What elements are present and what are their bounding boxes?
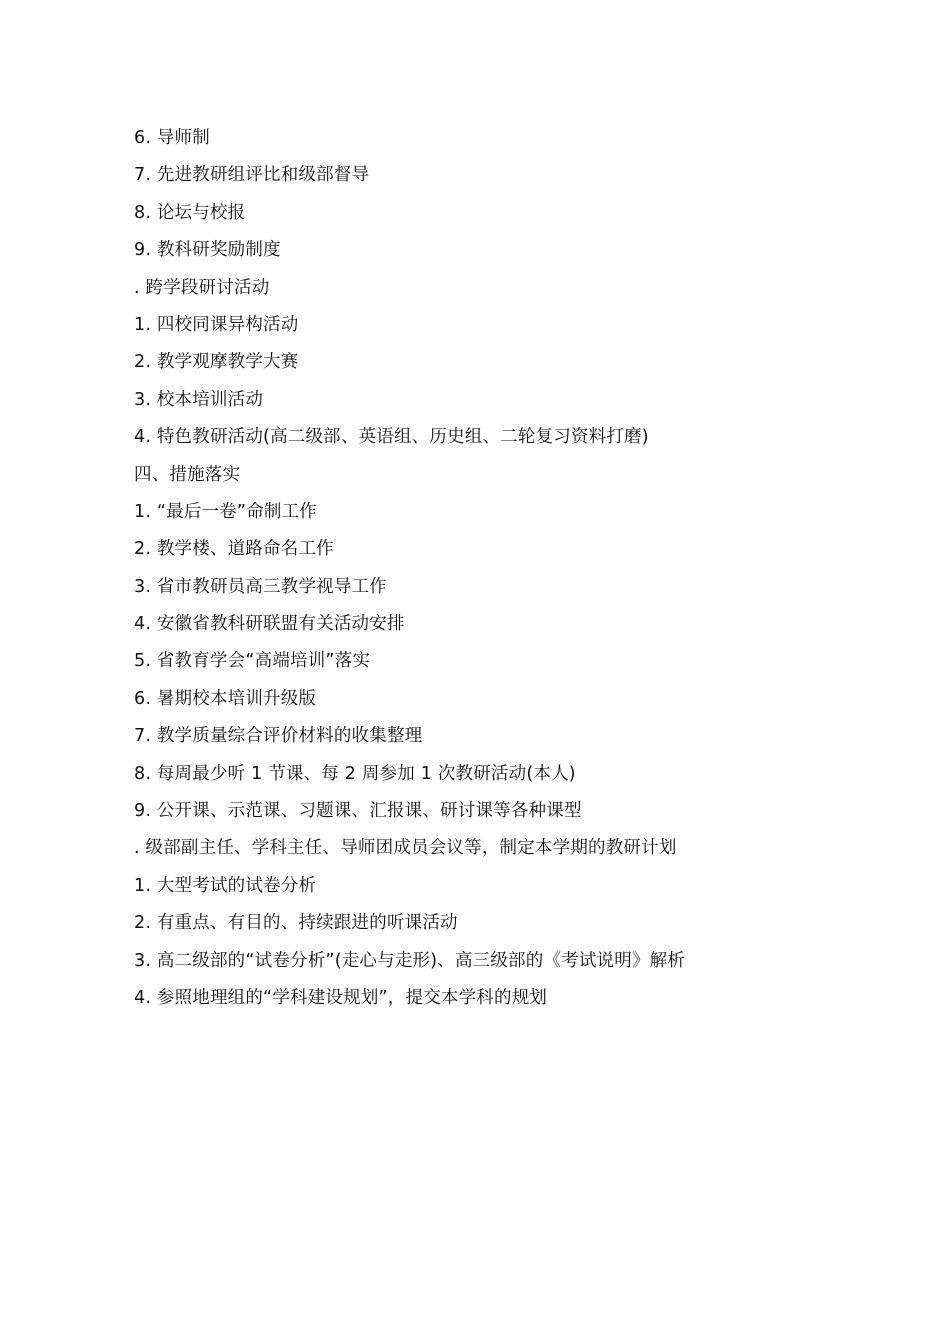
text-line: 8. 论坛与校报 xyxy=(134,202,246,223)
section-heading: . 级部副主任、学科主任、导师团成员会议等，制定本学期的教研计划 xyxy=(134,838,677,859)
text-line: 3. 高二级部的“试卷分析”(走心与走形)、高三级部的《考试说明》解析 xyxy=(134,950,686,971)
document-body xyxy=(134,124,914,1021)
section-heading: . 跨学段研讨活动 xyxy=(134,277,270,298)
text-line: 2. 教学楼、道路命名工作 xyxy=(134,539,334,560)
text-line: 7. 先进教研组评比和级部督导 xyxy=(134,165,370,186)
text-line: 1. “最后一卷”命制工作 xyxy=(134,501,317,522)
text-line: 9. 公开课、示范课、习题课、汇报课、研讨课等各种课型 xyxy=(134,801,582,822)
text-line: 4. 特色教研活动(高二级部、英语组、历史组、二轮复习资料打磨) xyxy=(134,427,649,448)
text-line: 6. 暑期校本培训升级版 xyxy=(134,688,317,709)
text-line: 8. 每周最少听 1 节课、每 2 周参加 1 次教研活动(本人) xyxy=(134,763,576,784)
text-line: 1. 大型考试的试卷分析 xyxy=(134,875,317,896)
text-line: 2. 教学观摩教学大赛 xyxy=(134,352,299,373)
text-line: 3. 省市教研员高三教学视导工作 xyxy=(134,576,387,597)
section-heading: 四、措施落实 xyxy=(134,464,241,485)
text-line: 3. 校本培训活动 xyxy=(134,389,264,410)
text-line: 6. 导师制 xyxy=(134,128,210,148)
text-line: 1. 四校同课异构活动 xyxy=(134,314,299,335)
text-line: 4. 安徽省教科研联盟有关活动安排 xyxy=(134,614,405,635)
text-line: 9. 教科研奖励制度 xyxy=(134,240,281,261)
text-line: 2. 有重点、有目的、持续跟进的听课活动 xyxy=(134,913,458,934)
text-line: 7. 教学质量综合评价材料的收集整理 xyxy=(134,726,423,747)
text-line: 4. 参照地理组的“学科建设规划”，提交本学科的规划 xyxy=(134,987,548,1008)
text-line: 5. 省教育学会“高端培训”落实 xyxy=(134,651,371,672)
